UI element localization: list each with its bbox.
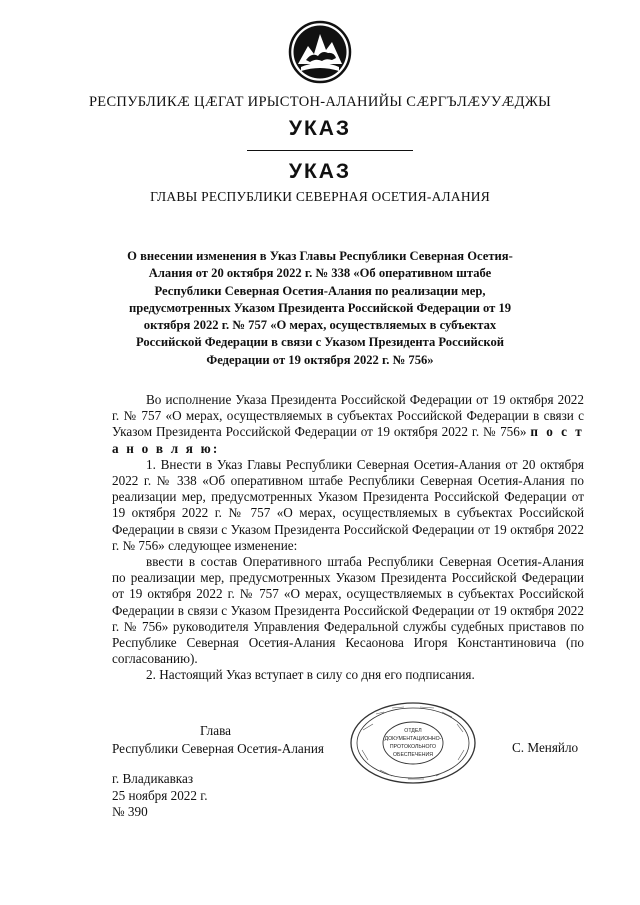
signer-position [112,722,324,758]
decree-number: № 390 [112,804,148,819]
signer-position-line-1: Глава [200,723,231,738]
resolves-word: п о с т а н о в л я ю: [112,424,584,456]
item-1-paragraph: 1. Внести в Указ Главы Республики Северная Осетия-Алания от 20 октября 2022 г. № 338 «Об оперативном штабе Республики Северная Осетия-Алания по реализации мер, предусмотренных Указом Президента Российской Федерации от 19 октября 2022 г. № 757 «О мерах, осуществляемых в субъектах Российской Федерации в связи с Указом Президента Российской Федерации от 19 октября 2022 г. № 756» следующее изменение: [112,456,584,553]
decree-heading-ossetian: УКАЗ [288,117,352,140]
seal-text-line-2: ДОКУМЕНТАЦИОННО- [384,736,442,742]
signer-position-line-2: Республики Северная Осетия-Алания [112,741,324,756]
signer-name: С. Меняйло [512,740,579,755]
seal-text-line-4: ОБЕСПЕЧЕНИЯ [393,752,433,758]
item-1-text-paragraph: ввести в состав Оперативного штаба Республики Северная Осетия-Алания по реализации мер, предусмотренных Указом Президента Российской Федерации от 19 октября 2022 г. № 757 «О мерах, осуществляемых в субъектах Российской Федерации в связи с Указом Президента Российской Федерации от 19 октября 2022 г. № 756» руководителя Управления Федеральной службы судебных приставов по Республике Северная Осетия-Алания Кесаонова Игоря Константиновича (по согласованию). [112,554,584,667]
decree-body [112,392,584,684]
republic-name-ossetian: РЕСПУБЛИКӔ ЦӔГАТ ИРЫСТОН-АЛАНИЙЫ СӔРГЪЛӔУУӔДЖЫ [88,94,552,110]
decree-heading-russian: УКАЗ [288,160,352,183]
heading-divider [247,150,413,151]
decree-subject-title: О внесении изменения в Указ Главы Республики Северная Осетия-Алания от 20 октября 2022 г. № 338 «Об оперативном штабе Республики Северная Осетия-Алания по реализации мер, предусмотренных Указом Президента Российской Федерации от 19 октября 2022 г. № 757 «О мерах, осуществляемых в субъектах Российской Федерации в связи с Указом Президента Российской Федерации от 19 октября 2022 г. № 756» [127,249,513,367]
item-2-paragraph: 2. Настоящий Указ вступает в силу со дня его подписания. [146,667,475,683]
coat-of-arms-icon [288,20,352,84]
issue-date: 25 ноября 2022 г. [112,787,208,803]
official-seal-stamp [348,700,478,786]
head-of-republic-title: ГЛАВЫ РЕСПУБЛИКИ СЕВЕРНАЯ ОСЕТИЯ-АЛАНИЯ [150,189,490,204]
issue-city: г. Владикавказ [112,771,194,786]
seal-text-line-3: ПРОТОКОЛЬНОГО [389,744,437,750]
preamble-text: Во исполнение Указа Президента Российской Федерации от 19 октября 2022 г. № 757 «О мерах, осуществляемых в субъектах Российской Федерации в связи с Указом Президента Российской Федерации от 19 октября 2022 г. № 756» [112,392,584,440]
place-date-number [112,771,208,821]
preamble-paragraph [112,392,584,457]
seal-text-line-1: ОТДЕЛ [404,728,422,734]
